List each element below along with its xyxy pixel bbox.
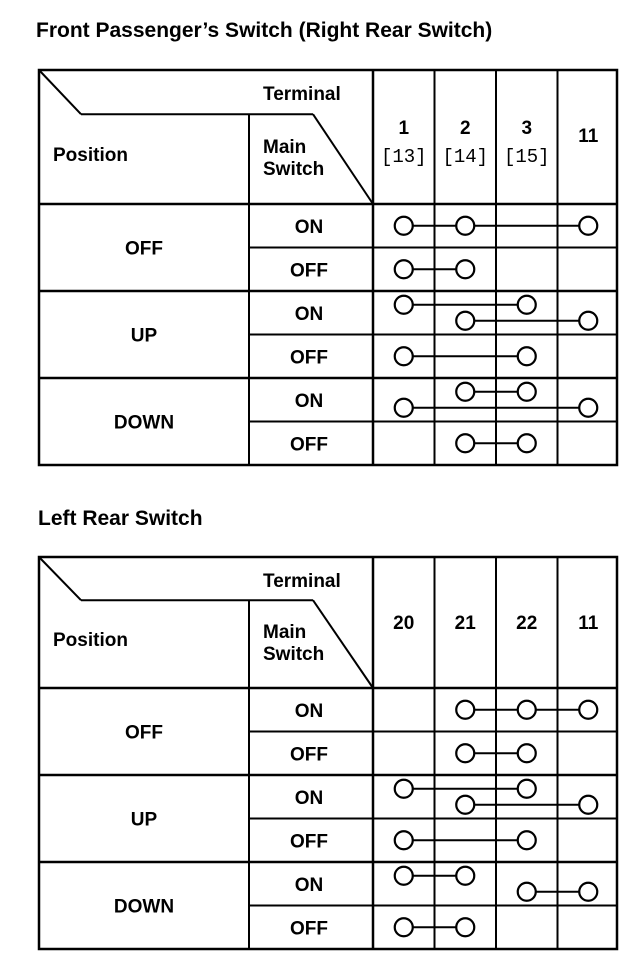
terminal-continuity-node [395, 867, 413, 885]
position-header: Position [53, 145, 128, 167]
header-diagonal [39, 557, 81, 600]
terminal-label: 1 [398, 118, 410, 139]
terminal-continuity-node [395, 831, 413, 849]
terminal-header: Terminal [263, 84, 341, 105]
terminal-continuity-node [518, 780, 536, 798]
table-title-front-passenger-switch: Front Passenger’s Switch (Right Rear Switch) [36, 19, 493, 42]
terminal-continuity-node [518, 701, 536, 719]
terminal-label: 2 [459, 118, 471, 139]
terminal-continuity-node [518, 883, 536, 901]
terminal-label: 11 [578, 126, 599, 147]
terminal-continuity-node [518, 831, 536, 849]
position-label: DOWN [113, 412, 175, 434]
terminal-label: 21 [454, 613, 476, 634]
terminal-continuity-node [395, 780, 413, 798]
terminal-alt-label: [14] [442, 146, 489, 168]
position-label: UP [130, 809, 158, 831]
terminal-header: Terminal [263, 571, 341, 592]
main-switch-header: Switch [263, 159, 325, 181]
main-switch-state: ON [294, 787, 324, 809]
position-label: UP [130, 325, 158, 347]
terminal-continuity-node [456, 796, 474, 814]
main-switch-state: OFF [290, 434, 328, 456]
terminal-label: 11 [578, 613, 599, 634]
main-switch-state: ON [294, 216, 324, 238]
main-switch-header: Main [263, 622, 307, 644]
main-switch-state: OFF [290, 744, 328, 766]
terminal-continuity-node [456, 867, 474, 885]
main-switch-state: OFF [290, 918, 328, 940]
main-switch-state: ON [294, 874, 324, 896]
terminal-continuity-node [579, 701, 597, 719]
main-switch-state: OFF [290, 260, 328, 282]
terminal-label: 22 [516, 613, 538, 634]
main-switch-state: OFF [290, 347, 328, 369]
terminal-alt-label: [15] [503, 146, 550, 168]
terminal-continuity-node [395, 918, 413, 936]
table-title-left-rear-switch: Left Rear Switch [38, 507, 203, 530]
position-header: Position [53, 630, 128, 652]
position-label: OFF [125, 722, 163, 744]
terminal-continuity-node [456, 918, 474, 936]
terminal-label: 20 [393, 613, 415, 634]
main-switch-header: Switch [263, 644, 325, 666]
main-switch-state: ON [294, 700, 324, 722]
main-switch-state: ON [294, 303, 324, 325]
main-switch-state: OFF [290, 831, 328, 853]
terminal-continuity-node [518, 744, 536, 762]
position-label: OFF [125, 238, 163, 260]
terminal-alt-label: [13] [380, 146, 427, 168]
terminal-continuity-node [579, 796, 597, 814]
terminal-label: 3 [521, 118, 533, 139]
main-switch-state: ON [294, 390, 324, 412]
terminal-continuity-node [456, 701, 474, 719]
terminal-continuity-node [579, 883, 597, 901]
terminal-continuity-node [456, 744, 474, 762]
position-label: DOWN [113, 896, 175, 918]
main-switch-header: Main [263, 137, 307, 159]
